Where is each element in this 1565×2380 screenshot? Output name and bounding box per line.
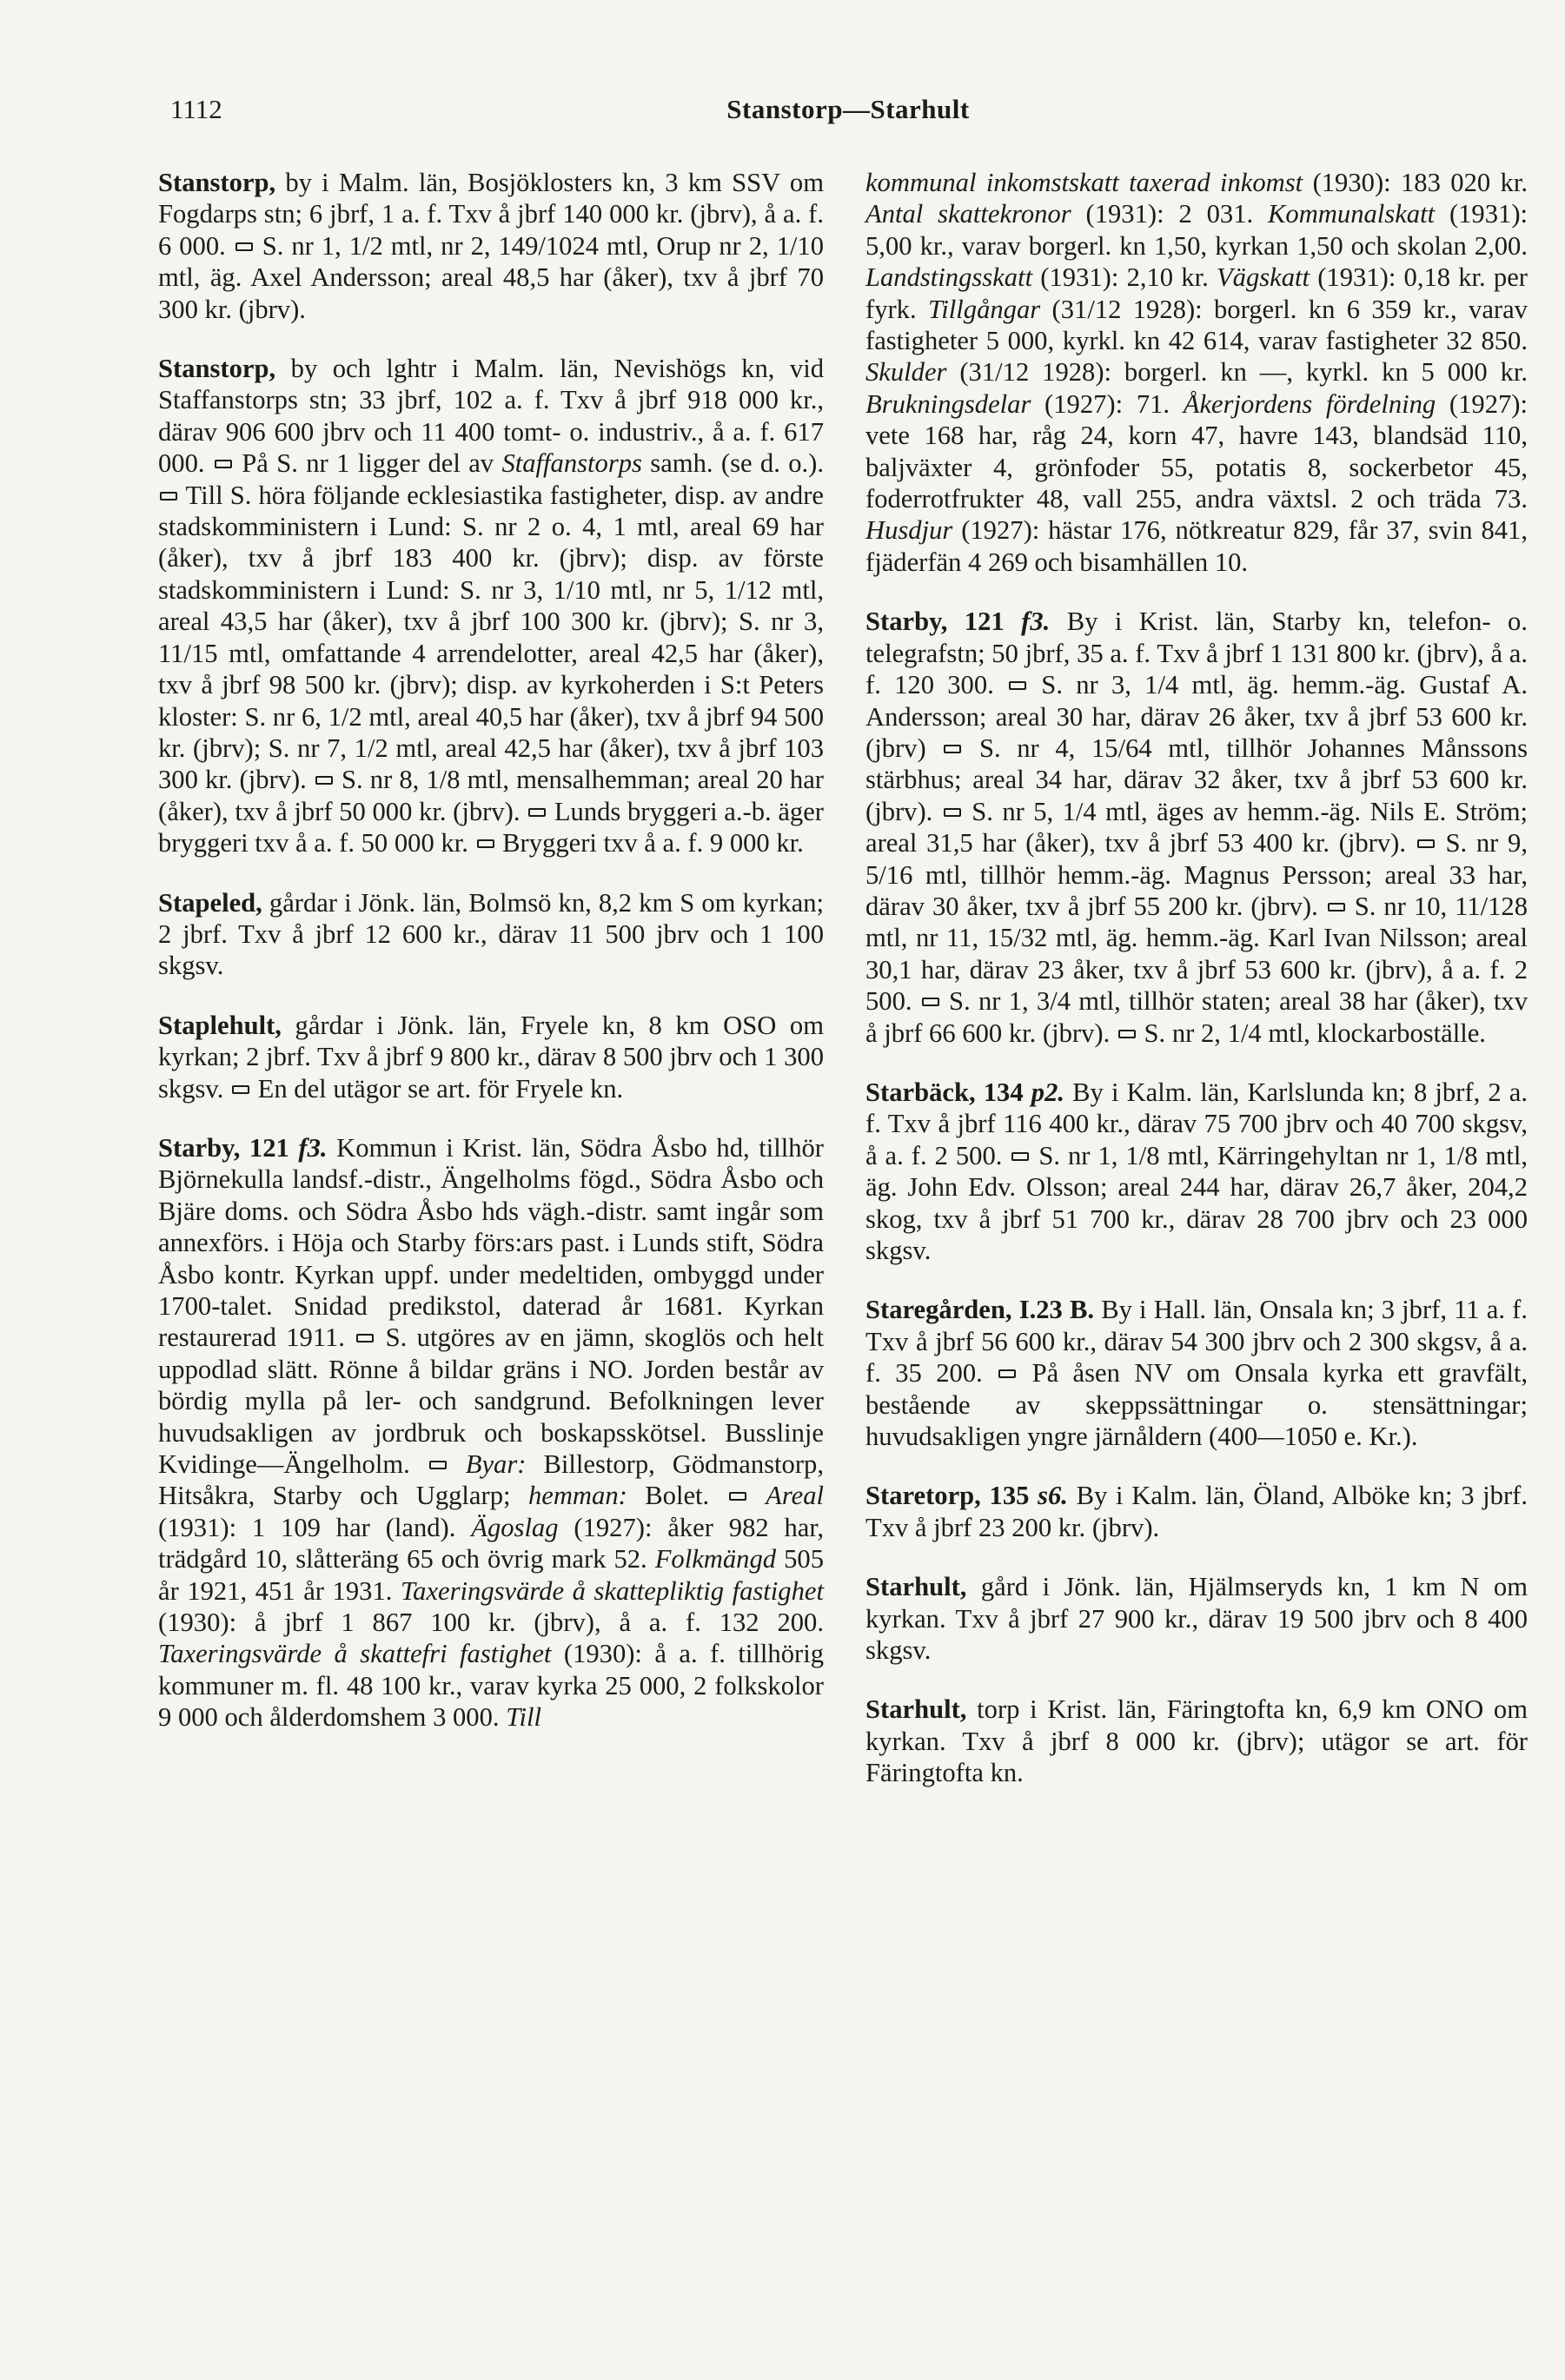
entry-text: torp i Krist. län, Färingtofta kn, 6,9 km ONO om kyrkan. Txv å jbrf 8 000 kr. (jbrv); utägor se art. för Färingtofta kn.: [865, 1694, 1528, 1788]
entry-headword: Starhult,: [865, 1572, 967, 1602]
entry-headword: Starby, 121: [865, 607, 1022, 637]
entry-text: S. nr 10, 11/128 mtl, nr 11, 15/32 mtl, äg. hemm.-äg. Karl Ivan Nilsson; areal 30,1 har, därav 23 åker, txv å jbrf 53 600 kr. (jbrv), å a. f. 2 500.: [865, 891, 1528, 1017]
cross-reference-box-icon: [429, 1461, 447, 1469]
entry-text: (1931): 0,18 kr. per fyrk.: [865, 262, 1528, 324]
cross-reference-box-icon: [160, 492, 177, 501]
entry-text: samh. (se d. o.).: [641, 448, 824, 479]
cross-reference-box-icon: [998, 1369, 1016, 1378]
cross-reference-box-icon: [1328, 903, 1345, 912]
left-column: [158, 167, 824, 1761]
entry-staregarden: [865, 1294, 1528, 1452]
entry-starby-2: [865, 606, 1528, 1049]
entry-italic-text: Tillgångar: [927, 294, 1041, 324]
entry-text: (31/12 1928): borgerl. kn —, kyrkl. kn 5 000 kr.: [946, 357, 1528, 388]
entry-text: S. nr 1, 1/2 mtl, nr 2, 149/1024 mtl, Orup nr 2, 1/10 mtl, äg. Axel Andersson; areal 48,5 har (åker), txv å jbrf 70 300 kr. (jbrv).: [158, 230, 824, 324]
cross-reference-box-icon: [232, 1085, 249, 1094]
entry-text: [448, 1449, 466, 1479]
entry-text: (1927): 71.: [1031, 388, 1184, 419]
entry-italic-text: Taxeringsvärde å skattefri fastighet: [158, 1639, 552, 1669]
cross-reference-box-icon: [1417, 839, 1435, 848]
entry-text: (1931): 2 031.: [1071, 199, 1269, 229]
entry-text: S. nr 4, 15/64 mtl, tillhör Johannes Månssons stärbhus; areal 34 har, därav 32 åker, txv å jbrf 53 600 kr. (jbrv).: [865, 733, 1528, 826]
entry-text: (1927): hästar 176, nötkreatur 829, får 37, svin 841, fjäderfän 4 269 och bisamhällen 10.: [865, 515, 1528, 577]
entry-italic-text: Landstingsskatt: [865, 262, 1033, 293]
entry-text: By i Kalm. län, Öland, Alböke kn; 3 jbrf. Txv å jbrf 23 200 kr. (jbrv).: [865, 1481, 1528, 1542]
entry-map-ref: s6.: [1038, 1481, 1068, 1511]
entry-starby-1-cont: [865, 167, 1528, 578]
entry-headword: Starhult,: [865, 1694, 967, 1725]
entry-text: 505 år 1921, 451 år 1931.: [158, 1544, 824, 1606]
cross-reference-box-icon: [1118, 1030, 1136, 1038]
entry-italic-text: Areal: [766, 1481, 824, 1511]
entry-headword: Starby, 121: [158, 1132, 299, 1163]
entry-text: En del utägor se art. för Fryele kn.: [251, 1073, 624, 1104]
right-column: [865, 167, 1528, 1817]
entry-headword: Staplehult,: [158, 1010, 282, 1040]
entry-italic-text: Brukningsdelar: [865, 388, 1031, 419]
entry-text: S. nr 1, 1/8 mtl, Kärringehyltan nr 1, 1/8 mtl, äg. John Edv. Olsson; areal 244 har, därav 26,7 åker, 204,2 skog, txv å jbrf 51 700 kr., därav 28 700 jbrv och 23 000 skgsv.: [865, 1140, 1528, 1265]
entry-text: gårdar i Jönk. län, Bolmsö kn, 8,2 km S om kyrkan; 2 jbrf. Txv å jbrf 12 600 kr., därav 11 500 jbrv och 1 100 skgsv.: [158, 887, 824, 981]
entry-italic-text: hemman:: [527, 1481, 627, 1511]
entry-italic-text: Åkerjordens fördelning: [1183, 388, 1436, 419]
entry-text: Kommun i Krist. län, Södra Åsbo hd, tillhör Björnekulla landsf.-distr., Ängelholms fögd., Södra Åsbo och Bjäre doms. och Södra Åsbo hds vägh.-distr. samt ingår som annexförs. i Höja och Starby förs:ars past. i Lunds stift, Södra Åsbo kontr. Kyrkan uppf. under medeltiden, ombyggd under 1700-talet. Snidad predikstol, daterad år 1681. Kyrkan restaurerad 1911.: [158, 1132, 824, 1353]
entry-text: S. utgöres av en jämn, skoglös och helt uppodlad slätt. Rönne å bildar gräns i NO. Jorden består av bördig mylla på ler- och sandgrund. Befolkningen lever huvudsakligen av jordbruk och boskapsskötsel. Busslinje Kvidinge—Ängelholm.: [158, 1323, 824, 1480]
entry-text: (1927): åker 982 har, trädgård 10, slåtteräng 65 och övrig mark 52.: [158, 1512, 824, 1575]
entry-text: (1931): 2,10 kr.: [1032, 262, 1217, 293]
entry-headword: Staretorp, 135: [865, 1481, 1038, 1511]
cross-reference-box-icon: [215, 460, 232, 468]
entry-map-ref: f3.: [1021, 607, 1051, 637]
entry-starby-1: [158, 1132, 824, 1734]
entry-text: Till S. höra följande ecklesiastika fastigheter, disp. av andre stadskomministern i Lund: S. nr 2 o. 4, 1 mtl, areal 69 har (åker), txv å jbrf 183 400 kr. (jbrv); disp. av förste stadskomministern i Lund: S. nr 3, 1/10 mtl, nr 5, 1/12 mtl, areal 43,5 har (åker), txv å jbrf 100 300 kr. (jbrv); S. nr 3, 11/15 mtl, omfattande 4 arrendelotter, areal 42,5 har (åker), txv å jbrf 98 500 kr. (jbrv); disp. av kyrkoherden i S:t Peters kloster: S. nr 6, 1/2 mtl, areal 40,5 har (åker), txv å jbrf 94 500 kr. (jbrv); S. nr 7, 1/2 mtl, areal 42,5 har (åker), txv å jbrf 103 300 kr. (jbrv).: [158, 480, 824, 795]
entry-text: (1930): å jbrf 1 867 100 kr. (jbrv), å a. f. 132 200.: [158, 1608, 824, 1638]
cross-reference-box-icon: [315, 776, 333, 785]
entry-text: Billestorp, Gödmanstorp, Hitsåkra, Starby och Ugglarp;: [158, 1449, 824, 1511]
entry-text: På åsen NV om Onsala kyrka ett gravfält, bestående av skeppssättningar o. stensättningar; huvudsakligen yngre järnåldern (400—1050 e. Kr.).: [865, 1358, 1528, 1452]
entry-italic-text: Staffanstorps: [501, 448, 642, 479]
entry-text: (1931): 5,00 kr., varav borgerl. kn 1,50, kyrkan 1,50 och skolan 2,00.: [865, 199, 1529, 261]
entry-headword: Starbäck, 134: [865, 1077, 1031, 1107]
entry-text: S. nr 1, 3/4 mtl, tillhör staten; areal 38 har (åker), txv å jbrf 66 600 kr. (jbrv).: [865, 986, 1528, 1048]
entry-italic-text: kommunal inkomstskatt taxerad inkomst: [865, 168, 1303, 197]
entry-text: By i Krist. län, Starby kn, telefon- o. telegrafstn; 50 jbrf, 35 a. f. Txv å jbrf 1 131 800 kr. (jbrv), å a. f. 120 300.: [865, 607, 1528, 700]
entry-staplehult: [158, 1010, 824, 1104]
entry-headword: Staregården, I.23 B.: [865, 1295, 1095, 1325]
entry-text: Bolet.: [627, 1481, 727, 1511]
cross-reference-box-icon: [235, 242, 253, 251]
entry-text: S. nr 3, 1/4 mtl, äg. hemm.-äg. Gustaf A. Andersson; areal 30 har, därav 26 åker, txv å jbrf 53 600 kr. (jbrv): [865, 670, 1528, 763]
entry-headword: Stapeled,: [158, 887, 262, 918]
entry-text: by och lghtr i Malm. län, Nevishögs kn, vid Staffanstorps stn; 33 jbrf, 102 a. f. Txv å jbrf 918 000 kr., därav 906 600 jbrv och 11 400 tomt- o. industriv., å a. f. 617 000.: [158, 354, 824, 479]
entry-map-ref: p2.: [1031, 1077, 1065, 1107]
entry-map-ref: f3.: [298, 1132, 328, 1163]
page-header: [170, 94, 1526, 137]
cross-reference-box-icon: [944, 745, 961, 753]
entry-text: S. nr 5, 1/4 mtl, äges av hemm.-äg. Nils E. Ström; areal 31,5 har (åker), txv å jbrf 53 400 kr. (jbrv).: [865, 796, 1528, 859]
entry-starback: [865, 1077, 1528, 1266]
entry-text: På S. nr 1 ligger del av: [233, 448, 502, 479]
entry-text: S. nr 9, 5/16 mtl, tillhör hemm.-äg. Magnus Persson; areal 33 har, därav 30 åker, txv å jbrf 55 200 kr. (jbrv).: [865, 828, 1528, 921]
page-number: 1112: [170, 94, 222, 124]
entry-headword: Stanstorp,: [158, 354, 276, 384]
entry-italic-text: Kommunalskatt: [1268, 199, 1436, 229]
entry-text: (1930): å a. f. tillhörig kommuner m. fl. 48 100 kr., varav kyrka 25 000, 2 folkskolor 9 000 och ålderdomshem 3 000.: [158, 1639, 824, 1733]
entry-starhult-1: [865, 1571, 1528, 1666]
running-head: Stanstorp—Starhult: [726, 94, 970, 124]
entry-starhult-2: [865, 1694, 1528, 1788]
entry-italic-text: Antal skattekronor: [865, 199, 1071, 229]
entry-italic-text: Till: [506, 1702, 542, 1733]
cross-reference-box-icon: [528, 808, 546, 817]
entry-stanstorp-2: [158, 353, 824, 859]
entry-italic-text: Folkmängd: [654, 1544, 777, 1575]
cross-reference-box-icon: [944, 808, 961, 817]
entry-stanstorp-1: [158, 167, 824, 325]
entry-staretorp: [865, 1480, 1528, 1543]
entry-text: S. nr 2, 1/4 mtl, klockarboställe.: [1137, 1018, 1486, 1048]
entry-text: (1931): 1 109 har (land).: [158, 1512, 472, 1542]
entry-italic-text: Byar:: [465, 1449, 527, 1480]
entry-text: S. nr 8, 1/8 mtl, mensalhemman; areal 20 har (åker), txv å jbrf 50 000 kr. (jbrv).: [158, 765, 824, 826]
entry-text: gård i Jönk. län, Hjälmseryds kn, 1 km N om kyrkan. Txv å jbrf 27 900 kr., därav 19 500 jbrv och 8 400 skgsv.: [865, 1572, 1528, 1666]
entry-text: gårdar i Jönk. län, Fryele kn, 8 km OSO om kyrkan; 2 jbrf. Txv å jbrf 9 800 kr., därav 8 500 jbrv och 1 300 skgsv.: [158, 1010, 824, 1104]
entry-text: By i Kalm. län, Karlslunda kn; 8 jbrf, 2 a. f. Txv å jbrf 116 400 kr., därav 75 700 jbrv och 40 700 skgsv, å a. f. 2 500.: [865, 1077, 1528, 1170]
entry-text: By i Hall. län, Onsala kn; 3 jbrf, 11 a. f. Txv å jbrf 56 600 kr., därav 54 300 jbrv och 2 300 skgsv, å a. f. 35 200.: [865, 1295, 1528, 1389]
entry-italic-text: Husdjur: [865, 515, 953, 546]
entry-text: [748, 1481, 766, 1510]
entry-italic-text: Taxeringsvärde å skattepliktig fastighet: [400, 1575, 824, 1606]
entry-italic-text: Vägskatt: [1216, 262, 1310, 293]
entry-text: by i Malm. län, Bosjöklosters kn, 3 km SSV om Fogdarps stn; 6 jbrf, 1 a. f. Txv å jbrf 140 000 kr. (jbrv), å a. f. 6 000.: [158, 168, 824, 261]
entry-italic-text: Ägoslag: [471, 1512, 559, 1542]
cross-reference-box-icon: [477, 839, 494, 848]
cross-reference-box-icon: [922, 998, 939, 1006]
cross-reference-box-icon: [1009, 681, 1026, 690]
entry-text: Lunds bryggeri a.-b. äger bryggeri txv å a. f. 50 000 kr.: [158, 796, 824, 859]
entry-text: Bryggeri txv å a. f. 9 000 kr.: [495, 828, 804, 859]
entry-text: (31/12 1928): borgerl. kn 6 359 kr., varav fastigheter 5 000, kyrkl. kn 42 614, varav fastigheter 32 850.: [865, 294, 1528, 356]
entry-italic-text: Skulder: [865, 357, 947, 388]
cross-reference-box-icon: [729, 1492, 746, 1501]
entry-text: (1930): 183 020 kr.: [1303, 168, 1528, 197]
entry-text: (1927): vete 168 har, råg 24, korn 47, havre 143, blandsäd 110, baljväxter 4, grönfoder 55, potatis 8, sockerbetor 45, foderrotfrukter 48, vall 255, andra växtsl. 2 och träda 73.: [865, 388, 1528, 514]
cross-reference-box-icon: [356, 1334, 374, 1342]
cross-reference-box-icon: [1011, 1152, 1029, 1161]
entry-headword: Stanstorp,: [158, 168, 276, 197]
entry-stapeled: [158, 887, 824, 982]
